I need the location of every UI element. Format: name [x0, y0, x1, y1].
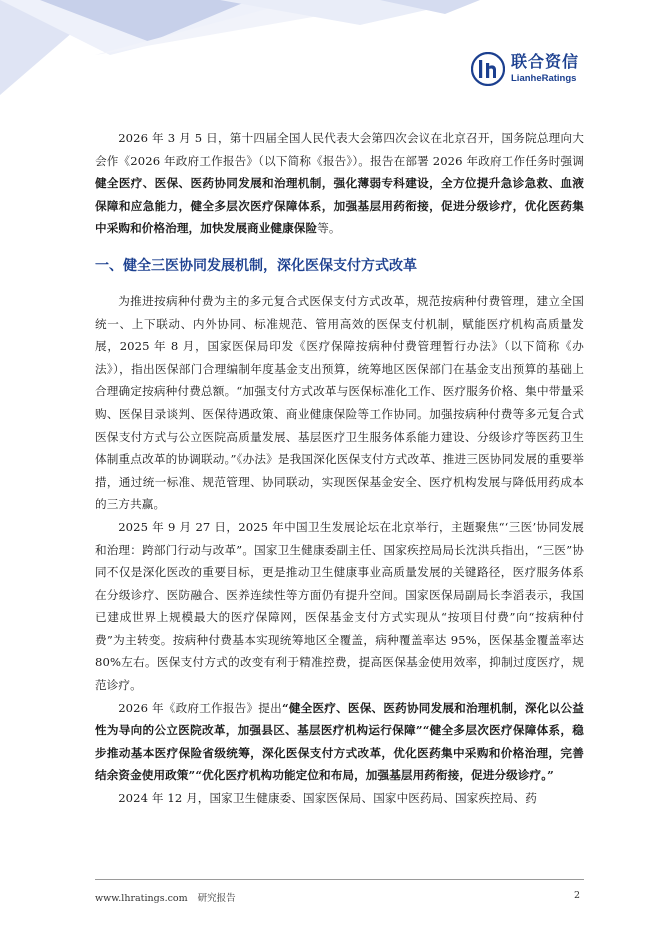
footer-doc-type: 研究报告	[197, 893, 236, 904]
paragraph-continued: 2024 年 12 月，国家卫生健康委、国家医保局、国家中医药局、国家疾控局、药	[118, 791, 537, 806]
footer-website: www.lhratings.com	[95, 893, 188, 904]
logo-english-name: LianheRatings	[511, 73, 577, 85]
report-body	[95, 127, 584, 810]
intro-end-text: 等。	[317, 221, 341, 236]
section-heading: 一、健全三医协同发展机制，深化医保支付方式改革	[95, 257, 417, 274]
footer-info	[95, 890, 246, 904]
page-number: 2	[574, 890, 581, 901]
lianhe-logo-icon	[471, 52, 505, 86]
company-logo	[471, 52, 579, 86]
gov-report-text: 2026 年《政府工作报告》提出	[118, 700, 282, 715]
intro-bold-text: 健全医疗、医保、医药协同发展和治理机制，强化薄弱专科建设，全方位提升急诊急救、血液保障和应急能力，健全多层次医疗保障体系，加强基层用药衔接，促进分级诊疗，优化医药集中采购和价格治理，加快发展商业健康保险	[95, 176, 584, 236]
intro-paragraph	[95, 127, 584, 240]
gov-report-bold-text: “健全医疗、医保、医药协同发展和治理机制，深化以公益性为导向的公立医院改革，加强县区、基层医疗机构运行保障”“健全多层次医疗保障体系，稳步推动基本医疗保险省级统筹，深化医保支付方式改革，优化医药集中采购和价格治理，完善结余资金使用政策”“优化医疗机构功能定位和布局，加强基层用药衔接，促进分级诊疗。”	[95, 700, 584, 783]
paragraph-payment-reform: 为推进按病种付费为主的多元复合式医保支付方式改革，规范按病种付费管理，建立全国统一、上下联动、内外协同、标准规范、管用高效的医保支付机制，赋能医疗机构高质量发展，2025 年 8 月，国家医保局印发《医疗保障按病种付费管理暂行办法》（以下简称《办法》），指出医保部门合理编制年度基金支出预算，统筹地区医保部门在基金支出预算的基础上合理确定按病种付费总额。“加强支付方式改革与医保标准化工作、医疗服务价格、集中带量采购、医保目录谈判、医保待遇政策、商业健康保险等工作协同。加强按病种付费等多元复合式医保支付方式与公立医院高质量发展、基层医疗卫生服务体系能力建设、分级诊疗等医药卫生体制重点改革的协调联动。”《办法》是我国深化医保支付方式改革、推进三医协同发展的重要举措，通过统一标准、规范管理、协同联动，实现医保基金安全、医疗机构发展与降低用药成本的三方共赢。	[95, 293, 584, 512]
paragraph-gov-report	[95, 697, 584, 787]
logo-chinese-name: 联合资信	[511, 52, 580, 72]
paragraph-forum: 2025 年 9 月 27 日，2025 年中国卫生发展论坛在北京举行，主题聚焦“‘三医’协同发展和治理：跨部门行动与改革”。国家卫生健康委副主任、国家疾控局局长沈洪兵指出，“三医”协同不仅是深化医改的重要目标，更是推动卫生健康事业高质量发展的关键路径，医疗服务体系在分级诊疗、医防融合、医养连续性等方面仍有提升空间。国家医保局副局长李滔表示，我国已建成世界上规模最大的医疗保障网，医保基金支付方式实现从“按项目付费”向“按病种付费”为主转变。按病种付费基本实现统筹地区全覆盖，病种覆盖率达 95%，医保基金覆盖率达 80%左右。医保支付方式的改变有利于精准控费，提高医保基金使用效率，抑制过度医疗，规范诊疗。	[95, 519, 584, 693]
footer-divider	[95, 879, 584, 880]
intro-text: 2026 年 3 月 5 日，第十四届全国人民代表大会第四次会议在北京召开，国务院总理向大会作《2026 年政府工作报告》（以下简称《报告》）。报告在部署 2026 年政府工作任务时强调	[95, 131, 584, 168]
